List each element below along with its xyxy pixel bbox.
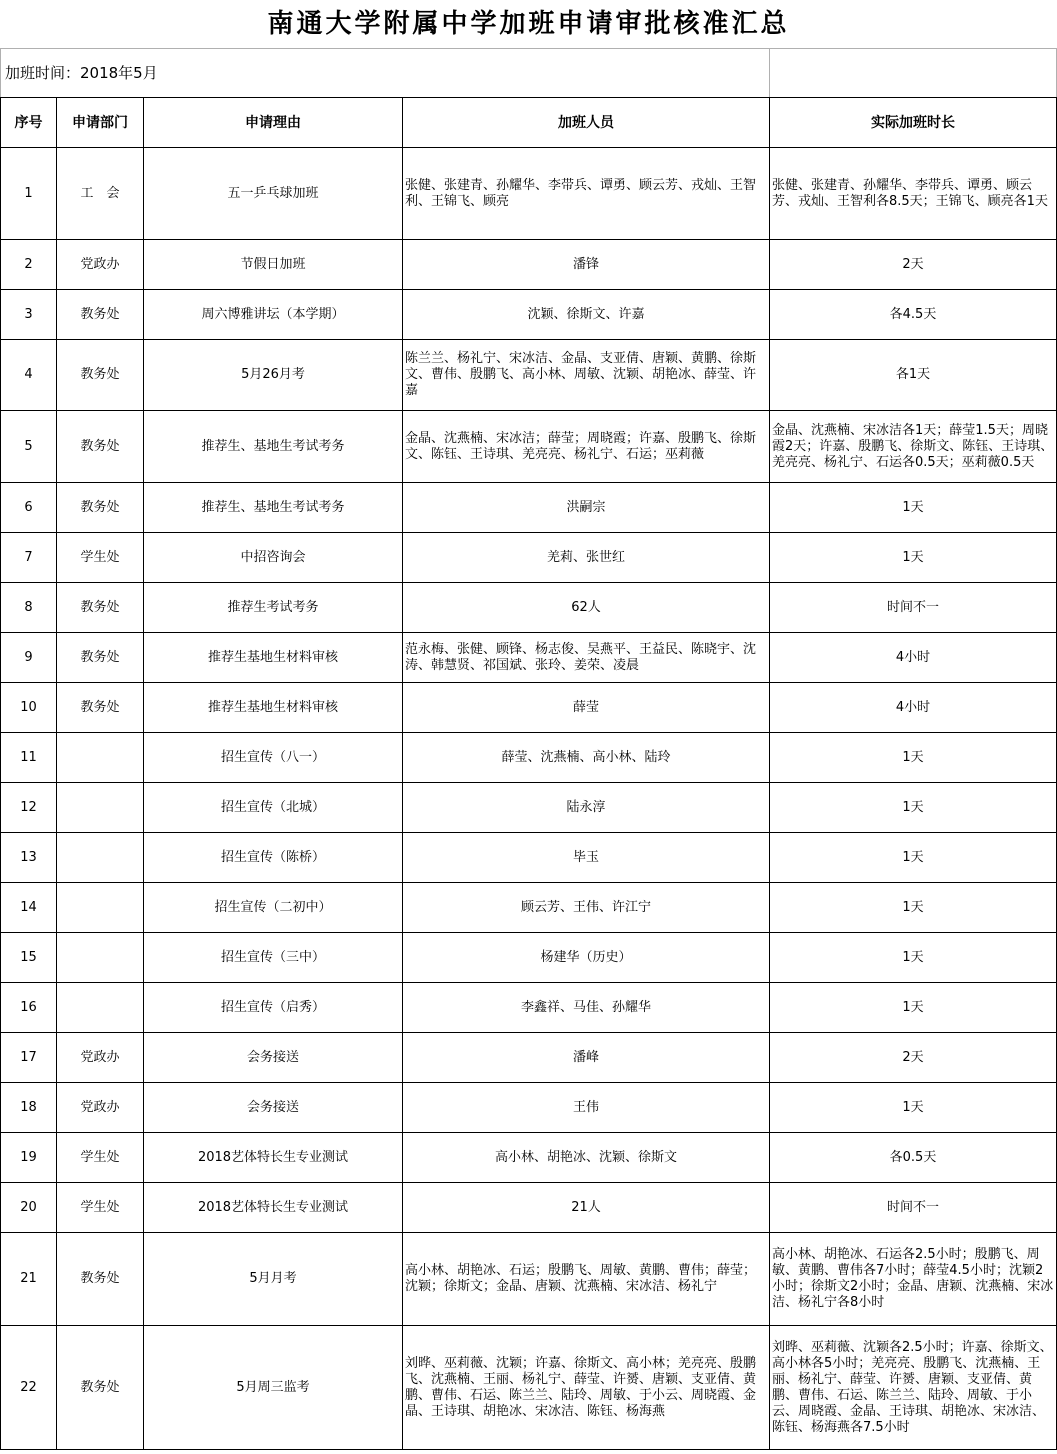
row-people: 刘晔、巫莉薇、沈颖；许嘉、徐斯文、高小林；羌亮亮、殷鹏飞、沈燕楠、王丽、杨礼宁、薛莹、许赟、唐颖、支亚倩、黄鹏、曹伟、石运、陈兰兰、陆玲、周敏、于小云、周晓霞、金晶、王诗琪、胡艳冰、宋冰洁、陈钰、杨海燕: [403, 1326, 770, 1450]
row-reason: 推荐生基地生材料审核: [144, 633, 403, 683]
row-number: 12: [1, 783, 57, 833]
row-people: 62人: [403, 583, 770, 633]
row-number: 22: [1, 1326, 57, 1450]
row-number: 9: [1, 633, 57, 683]
table-row: [1, 411, 1057, 483]
sheet-title: 南通大学附属中学加班申请审批核准汇总: [1, 0, 1057, 49]
row-hours: 2天: [770, 1033, 1057, 1083]
row-reason: 招生宣传（陈桥）: [144, 833, 403, 883]
row-dept: 教务处: [57, 583, 144, 633]
row-people: 高小林、胡艳冰、沈颖、徐斯文: [403, 1133, 770, 1183]
table-row: [1, 1133, 1057, 1183]
row-reason: 推荐生、基地生考试考务: [144, 411, 403, 483]
row-people: 范永梅、张健、顾锋、杨志俊、吴燕平、王益民、陈晓宇、沈涛、韩慧贤、祁国斌、张玲、姜荣、凌晨: [403, 633, 770, 683]
table-body: [1, 148, 1057, 1450]
row-dept: [57, 833, 144, 883]
row-number: 19: [1, 1133, 57, 1183]
row-dept: 教务处: [57, 483, 144, 533]
row-hours: 1天: [770, 883, 1057, 933]
table-row: [1, 783, 1057, 833]
row-people: 洪嗣宗: [403, 483, 770, 533]
row-people: 羌莉、张世红: [403, 533, 770, 583]
row-hours: 张健、张建青、孙耀华、李带兵、谭勇、顾云芳、戎灿、王智利各8.5天；王锦飞、顾亮各1天: [770, 148, 1057, 240]
row-dept: 党政办: [57, 240, 144, 290]
table-row: [1, 1183, 1057, 1233]
row-dept: 教务处: [57, 683, 144, 733]
row-number: 2: [1, 240, 57, 290]
row-hours: 1天: [770, 483, 1057, 533]
row-number: 1: [1, 148, 57, 240]
row-reason: 周六博雅讲坛（本学期）: [144, 290, 403, 340]
table-row: [1, 290, 1057, 340]
row-dept: 教务处: [57, 633, 144, 683]
table-row: [1, 983, 1057, 1033]
row-number: 18: [1, 1083, 57, 1133]
table-header: [1, 98, 1057, 148]
row-dept: [57, 933, 144, 983]
row-hours: 1天: [770, 733, 1057, 783]
table-row: [1, 633, 1057, 683]
row-hours: 1天: [770, 833, 1057, 883]
row-number: 14: [1, 883, 57, 933]
row-dept: [57, 733, 144, 783]
table-row: [1, 1326, 1057, 1450]
row-reason: 2018艺体特长生专业测试: [144, 1133, 403, 1183]
row-reason: 招生宣传（启秀）: [144, 983, 403, 1033]
row-reason: 招生宣传（八一）: [144, 733, 403, 783]
row-reason: 招生宣传（二初中）: [144, 883, 403, 933]
row-dept: 教务处: [57, 340, 144, 411]
row-reason: 推荐生、基地生考试考务: [144, 483, 403, 533]
overtime-period: 加班时间：2018年5月: [1, 49, 770, 98]
row-number: 21: [1, 1233, 57, 1326]
header-reason: 申请理由: [144, 98, 403, 148]
row-number: 15: [1, 933, 57, 983]
row-number: 8: [1, 583, 57, 633]
row-number: 3: [1, 290, 57, 340]
row-reason: 会务接送: [144, 1083, 403, 1133]
row-reason: 五一乒乓球加班: [144, 148, 403, 240]
row-people: 薛莹、沈燕楠、高小林、陆玲: [403, 733, 770, 783]
row-hours: 时间不一: [770, 1183, 1057, 1233]
row-number: 10: [1, 683, 57, 733]
row-number: 6: [1, 483, 57, 533]
row-hours: 金晶、沈燕楠、宋冰洁各1天；薛莹1.5天；周晓霞2天；许嘉、殷鹏飞、徐斯文、陈钰、王诗琪、羌亮亮、杨礼宁、石运各0.5天；巫莉薇0.5天: [770, 411, 1057, 483]
table-row: [1, 833, 1057, 883]
row-people: 薛莹: [403, 683, 770, 733]
row-dept: [57, 883, 144, 933]
table-row: [1, 148, 1057, 240]
row-reason: 推荐生考试考务: [144, 583, 403, 633]
row-people: 张健、张建青、孙耀华、李带兵、谭勇、顾云芳、戎灿、王智利、王锦飞、顾亮: [403, 148, 770, 240]
row-hours: 各1天: [770, 340, 1057, 411]
row-reason: 招生宣传（北城）: [144, 783, 403, 833]
row-hours: 刘晔、巫莉薇、沈颖各2.5小时；许嘉、徐斯文、高小林各5小时；羌亮亮、殷鹏飞、沈燕楠、王丽、杨礼宁、薛莹、许赟、唐颖、支亚倩、黄鹏、曹伟、石运、陈兰兰、陆玲、周敏、于小云、周晓霞、金晶、王诗琪、胡艳冰、宋冰洁、陈钰、杨海燕各7.5小时: [770, 1326, 1057, 1450]
row-hours: 时间不一: [770, 583, 1057, 633]
table-row: [1, 1233, 1057, 1326]
row-hours: 4小时: [770, 683, 1057, 733]
row-dept: 教务处: [57, 1326, 144, 1450]
row-hours: 1天: [770, 533, 1057, 583]
row-dept: 学生处: [57, 1133, 144, 1183]
row-dept: 工 会: [57, 148, 144, 240]
table-row: [1, 1033, 1057, 1083]
row-people: 陈兰兰、杨礼宁、宋冰洁、金晶、支亚倩、唐颖、黄鹏、徐斯文、曹伟、殷鹏飞、高小林、周敏、沈颖、胡艳冰、薛莹、许嘉: [403, 340, 770, 411]
row-hours: 各4.5天: [770, 290, 1057, 340]
row-people: 毕玉: [403, 833, 770, 883]
row-dept: [57, 783, 144, 833]
row-people: 李鑫祥、马佳、孙耀华: [403, 983, 770, 1033]
row-reason: 5月月考: [144, 1233, 403, 1326]
row-hours: 1天: [770, 783, 1057, 833]
row-number: 13: [1, 833, 57, 883]
row-reason: 中招咨询会: [144, 533, 403, 583]
row-hours: 2天: [770, 240, 1057, 290]
row-hours: 各0.5天: [770, 1133, 1057, 1183]
row-dept: 学生处: [57, 1183, 144, 1233]
table-row: [1, 1083, 1057, 1133]
row-number: 16: [1, 983, 57, 1033]
row-dept: 党政办: [57, 1083, 144, 1133]
row-reason: 推荐生基地生材料审核: [144, 683, 403, 733]
row-dept: 党政办: [57, 1033, 144, 1083]
row-people: 潘锋: [403, 240, 770, 290]
row-hours: 4小时: [770, 633, 1057, 683]
table-row: [1, 240, 1057, 290]
row-people: 杨建华（历史）: [403, 933, 770, 983]
row-hours: 1天: [770, 1083, 1057, 1133]
row-number: 7: [1, 533, 57, 583]
row-dept: 教务处: [57, 411, 144, 483]
row-hours: 高小林、胡艳冰、石运各2.5小时；殷鹏飞、周敏、黄鹏、曹伟各7小时；薛莹4.5小时；沈颖2小时；徐斯文2小时；金晶、唐颖、沈燕楠、宋冰洁、杨礼宁各8小时: [770, 1233, 1057, 1326]
row-people: 潘峰: [403, 1033, 770, 1083]
row-number: 17: [1, 1033, 57, 1083]
row-number: 11: [1, 733, 57, 783]
blank-cell: [770, 49, 1057, 98]
row-dept: 教务处: [57, 1233, 144, 1326]
row-people: 陆永淳: [403, 783, 770, 833]
row-dept: 学生处: [57, 533, 144, 583]
row-number: 5: [1, 411, 57, 483]
row-people: 顾云芳、王伟、许江宁: [403, 883, 770, 933]
table-row: [1, 583, 1057, 633]
table-row: [1, 533, 1057, 583]
header-people: 加班人员: [403, 98, 770, 148]
row-reason: 节假日加班: [144, 240, 403, 290]
row-number: 20: [1, 1183, 57, 1233]
table-row: [1, 683, 1057, 733]
table-row: [1, 933, 1057, 983]
row-number: 4: [1, 340, 57, 411]
row-dept: [57, 983, 144, 1033]
row-dept: 教务处: [57, 290, 144, 340]
row-people: 21人: [403, 1183, 770, 1233]
row-people: 金晶、沈燕楠、宋冰洁；薛莹；周晓霞；许嘉、殷鹏飞、徐斯文、陈钰、王诗琪、羌亮亮、杨礼宁、石运；巫莉薇: [403, 411, 770, 483]
row-people: 沈颖、徐斯文、许嘉: [403, 290, 770, 340]
row-hours: 1天: [770, 983, 1057, 1033]
row-hours: 1天: [770, 933, 1057, 983]
row-people: 高小林、胡艳冰、石运；殷鹏飞、周敏、黄鹏、曹伟；薛莹；沈颖；徐斯文；金晶、唐颖、沈燕楠、宋冰洁、杨礼宁: [403, 1233, 770, 1326]
table-row: [1, 340, 1057, 411]
table-row: [1, 883, 1057, 933]
row-reason: 5月周三监考: [144, 1326, 403, 1450]
row-reason: 会务接送: [144, 1033, 403, 1083]
row-reason: 招生宣传（三中）: [144, 933, 403, 983]
row-people: 王伟: [403, 1083, 770, 1133]
table-row: [1, 483, 1057, 533]
table-row: [1, 733, 1057, 783]
header-hours: 实际加班时长: [770, 98, 1057, 148]
row-reason: 2018艺体特长生专业测试: [144, 1183, 403, 1233]
header-dept: 申请部门: [57, 98, 144, 148]
header-no: 序号: [1, 98, 57, 148]
row-reason: 5月26月考: [144, 340, 403, 411]
